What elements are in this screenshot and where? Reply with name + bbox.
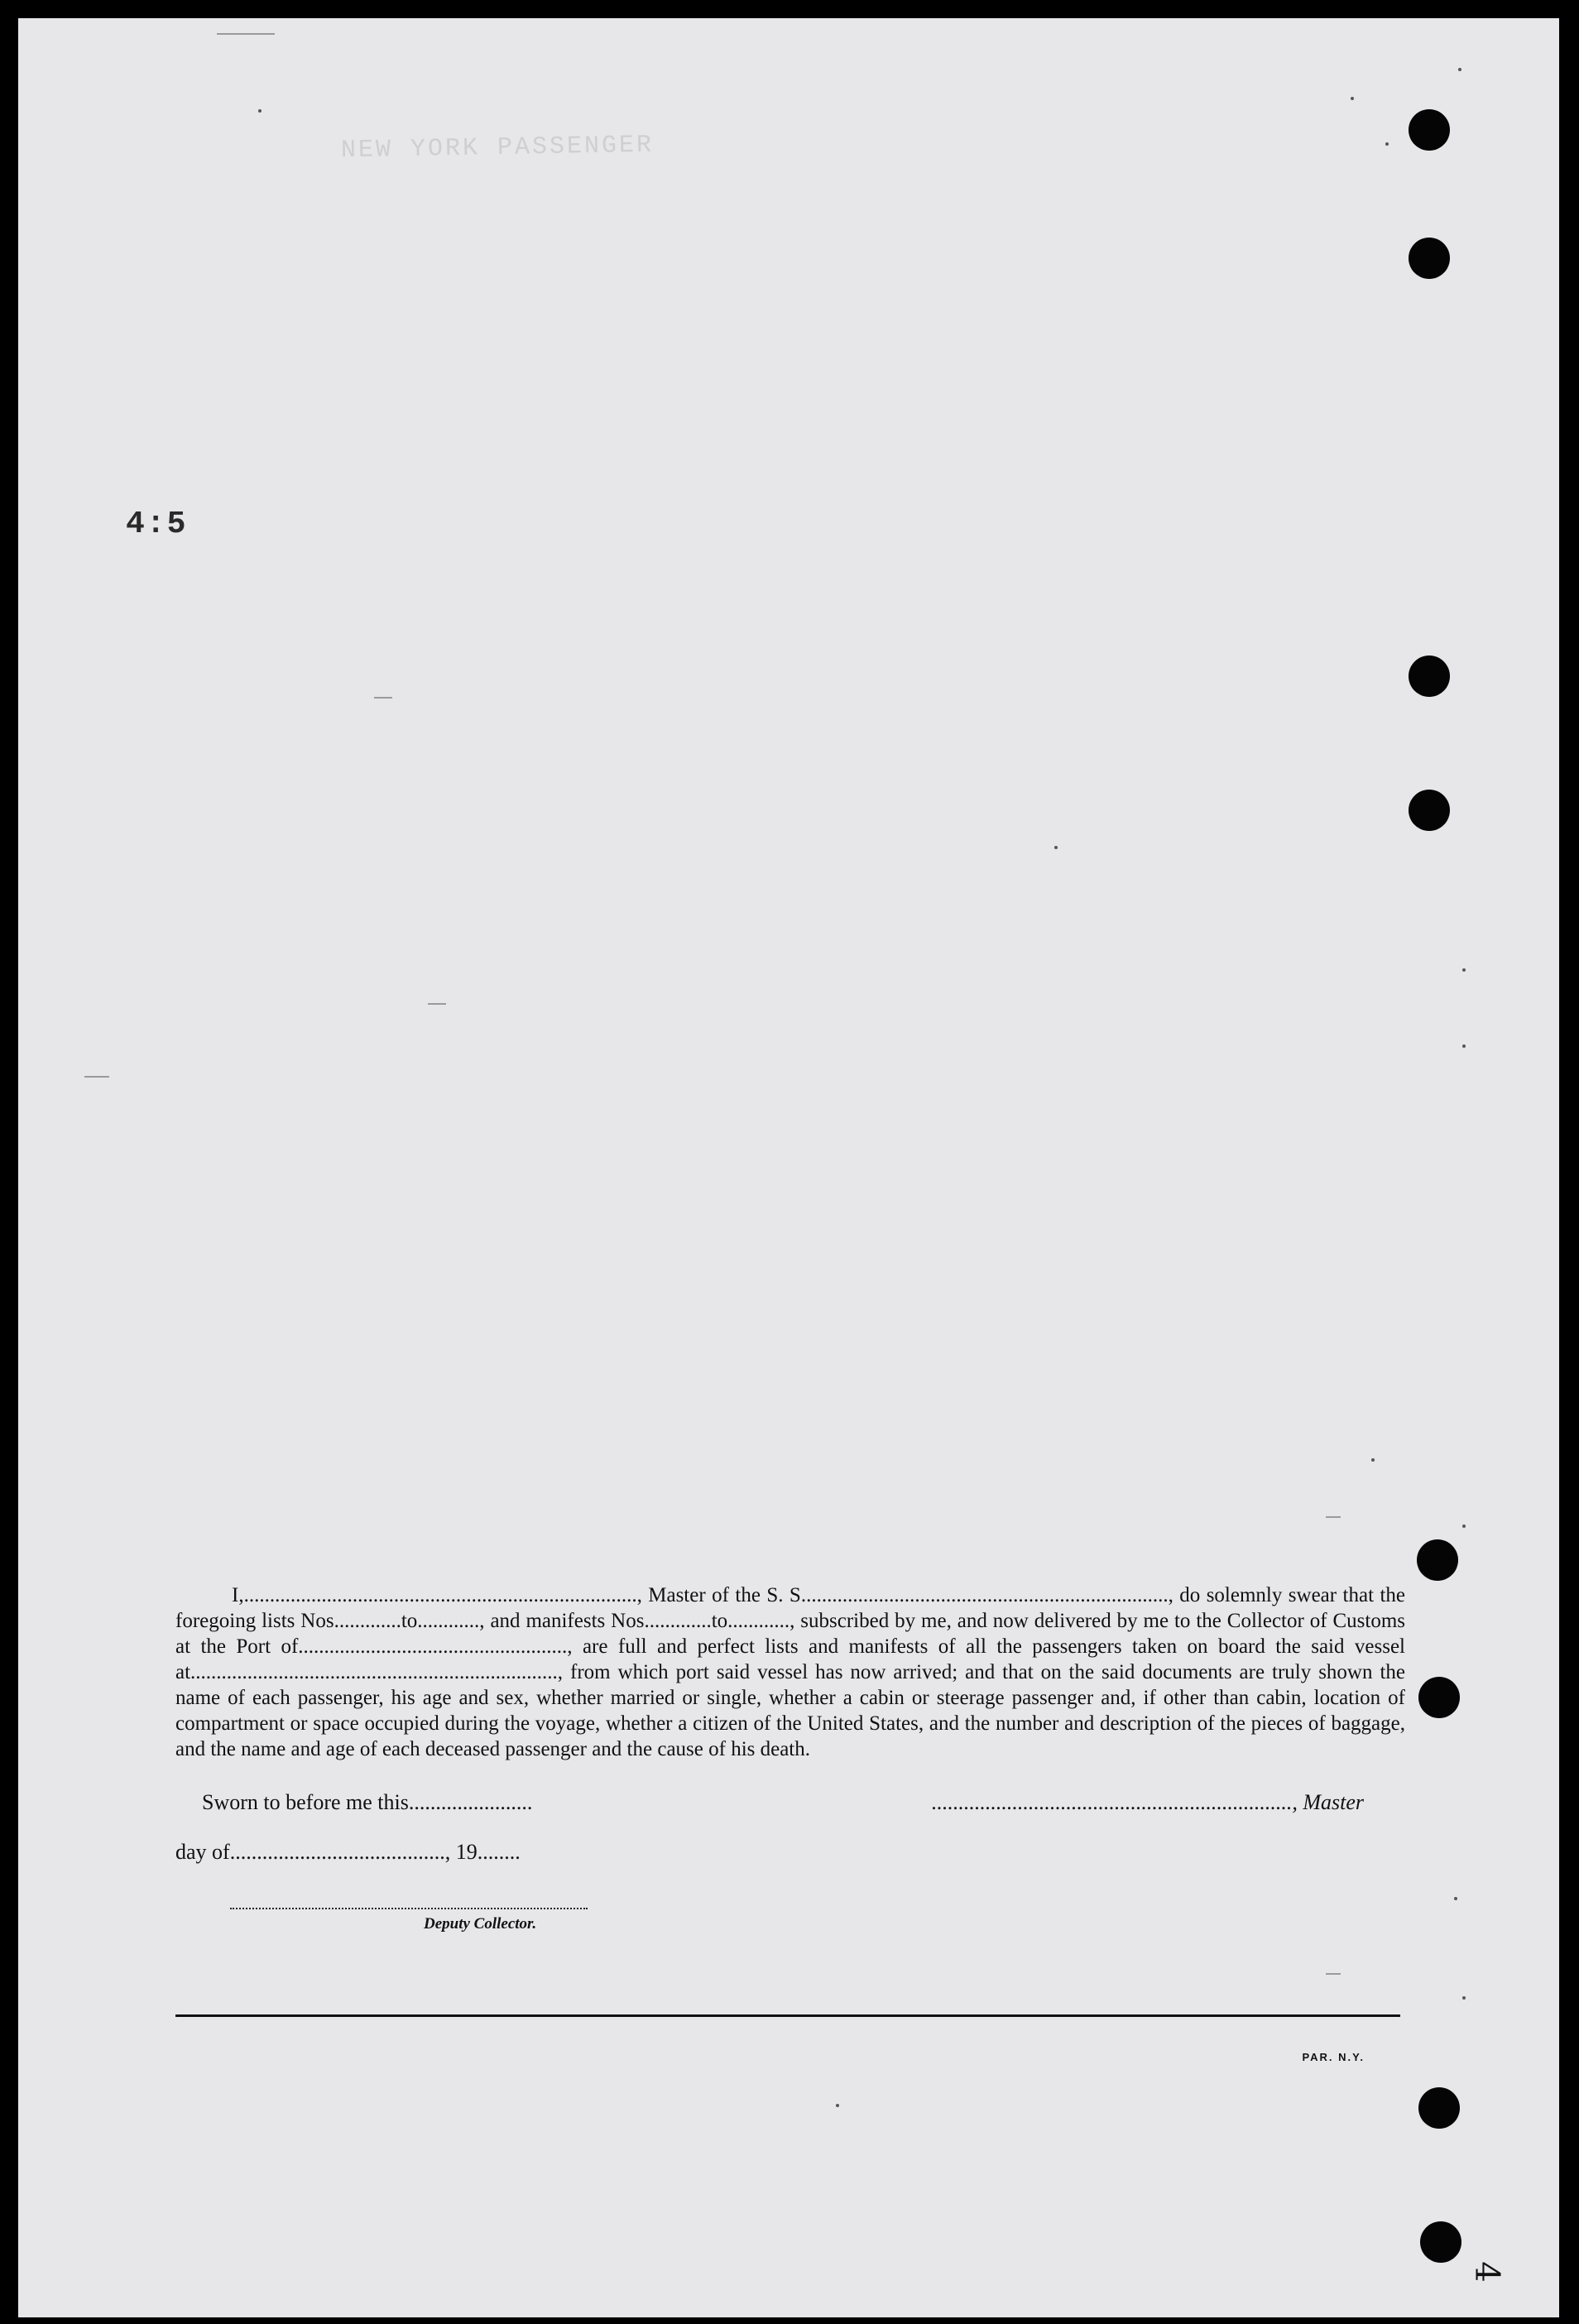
stray-mark bbox=[1326, 1973, 1341, 1975]
speck-mark bbox=[1385, 142, 1389, 146]
stamp-mark: 4:5 bbox=[126, 507, 188, 542]
stray-mark bbox=[217, 33, 275, 35]
deputy-signature-line bbox=[230, 1908, 588, 1909]
deputy-collector-label: Deputy Collector. bbox=[424, 1915, 537, 1933]
speck-mark bbox=[1351, 97, 1354, 100]
printer-imprint: PAR. N.Y. bbox=[1302, 2051, 1365, 2063]
speck-mark bbox=[1371, 1458, 1375, 1462]
sworn-line: Sworn to before me this....................... bbox=[202, 1790, 533, 1814]
stray-mark bbox=[84, 1076, 109, 1078]
stray-mark bbox=[428, 1003, 446, 1005]
punch-hole-icon bbox=[1409, 655, 1450, 697]
speck-mark bbox=[1462, 968, 1466, 972]
speck-mark bbox=[258, 109, 262, 113]
punch-hole-icon bbox=[1420, 2221, 1461, 2263]
speck-mark bbox=[1462, 1996, 1466, 2000]
punch-hole-icon bbox=[1409, 790, 1450, 831]
punch-hole-icon bbox=[1418, 1677, 1460, 1718]
punch-hole-icon bbox=[1417, 1539, 1458, 1581]
document-page bbox=[18, 18, 1559, 2317]
stray-mark bbox=[1326, 1516, 1341, 1518]
horizontal-rule bbox=[175, 2014, 1400, 2017]
day-of-line: day of........................................, 19........ bbox=[175, 1840, 521, 1864]
stray-mark bbox=[374, 697, 392, 699]
speck-mark bbox=[1454, 1897, 1457, 1900]
punch-hole-icon bbox=[1409, 109, 1450, 151]
speck-mark bbox=[1458, 68, 1461, 71]
speck-mark bbox=[836, 2104, 839, 2107]
faint-bleedthrough-header: NEW YORK PASSENGER bbox=[340, 131, 655, 166]
speck-mark bbox=[1462, 1044, 1466, 1048]
speck-mark bbox=[1054, 846, 1058, 849]
oath-paragraph: I,............................................................................, Master of the S. S......................................................................., do solemnly swear that the foregoing lists Nos.............to............, and manifests Nos.............to............, subscribed by me, and now delivered by me to the Collector of Customs at the Port of...................................................., are full and perfect lists and manifests of all the passengers taken on board the said vessel at......................................................................., from which port said vessel has now arrived; and that on the said documents are truly shown the name of each passenger, his age and sex, whether married or single, whether a cabin or steerage passenger and, if other than cabin, location of compartment or space occupied during the voyage, whether a citizen of the United States, and the number and description of the pieces of baggage, and the name and age of each deceased passenger and the cause of his death. bbox=[175, 1584, 1405, 1760]
handwritten-page-number: 4 bbox=[1467, 2261, 1506, 2283]
speck-mark bbox=[1462, 1525, 1466, 1528]
punch-hole-icon bbox=[1409, 238, 1450, 279]
master-signature-line: ..................................................................., Master bbox=[931, 1790, 1364, 1814]
punch-hole-icon bbox=[1418, 2087, 1460, 2129]
